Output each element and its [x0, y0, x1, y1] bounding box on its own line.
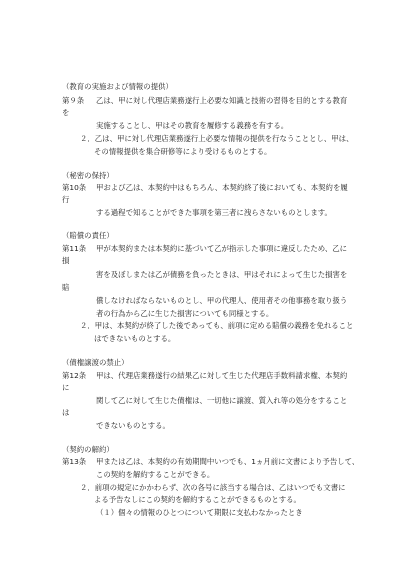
article-number: 第10条	[62, 183, 87, 192]
text-line: 賠	[62, 283, 70, 292]
text-line: 甲または乙は、本契約の有効期間中いつでも、1ヵ月前に文書により予告して、	[96, 457, 360, 466]
text-line: 甲が本契約または本契約に基づいて乙が指示した事項に違反したため、乙に	[96, 244, 347, 253]
article-number: 第13条	[62, 457, 87, 466]
text-line: は	[62, 408, 70, 417]
text-line: はできないものとする。	[94, 334, 176, 343]
text-line: できないものとする。	[96, 421, 170, 430]
text-line: 甲は、代理店業務遂行の結果乙に対して生じた代理店手数料請求権、本契約	[96, 371, 348, 380]
clause-line: ２．乙は、甲に対し代理店業務遂行上必要な情報の提供を行なうこととし、甲は、	[80, 134, 354, 143]
text-line: その情報提供を集合研修等により受けるものとする。	[94, 147, 272, 156]
clause-line: ２．前項の規定にかかわらず、次の各号に該当する場合は、乙はいつでも文書に	[80, 483, 346, 492]
text-line: 甲および乙は、本契約中はもちろん、本契約終了後においても、本契約を履	[96, 183, 348, 192]
text-line: 害を及ぼしまたは乙が債務を負ったときは、甲はそれによって生じた損害を	[96, 270, 348, 279]
text-line: この契約を解約することができる。	[96, 470, 215, 479]
text-line: 乙は、甲に対し代理店業務遂行上必要な知識と技術の習得を目的とする教育	[96, 96, 348, 105]
section-heading: （契約の解約）	[62, 445, 114, 454]
list-item: （１）個々の情報のひとつについて期限に支払わなかったとき	[96, 508, 303, 517]
article-number: 第９条	[62, 96, 85, 105]
section-heading: （賠償の責任）	[62, 231, 114, 240]
section-heading: （秘密の保持）	[62, 171, 114, 180]
clause-line: ２．甲は、本契約が終了した後であっても、前項に定める賠償の義務を免れること	[80, 321, 354, 330]
text-line: 行	[62, 195, 70, 204]
text-line: に	[62, 383, 70, 392]
text-line: よる予告なしにこの契約を解約することができるものとする。	[94, 495, 301, 504]
section-heading: （教育の実施および情報の提供）	[62, 82, 173, 91]
article-number: 第11条	[62, 244, 87, 253]
section-heading: （債権譲渡の禁止）	[62, 358, 129, 367]
text-line: 償しなければならないものとし、甲の代理人、使用者その他事務を取り扱う	[96, 296, 348, 305]
text-line: を	[62, 108, 70, 117]
text-line: 損	[62, 256, 70, 265]
text-line: 者の行為から乙に生じた損害についても同様とする。	[96, 309, 274, 318]
article-number: 第12条	[62, 371, 87, 380]
text-line: 実施することし、甲はその教育を履修する義務を有する。	[96, 121, 289, 130]
text-line: 関して乙に対して生じた債権は、一切他に譲渡、質入れ等の処分をすること	[96, 396, 348, 405]
text-line: する過程で知ることができた事項を第三者に洩らさないものとします。	[96, 208, 332, 217]
